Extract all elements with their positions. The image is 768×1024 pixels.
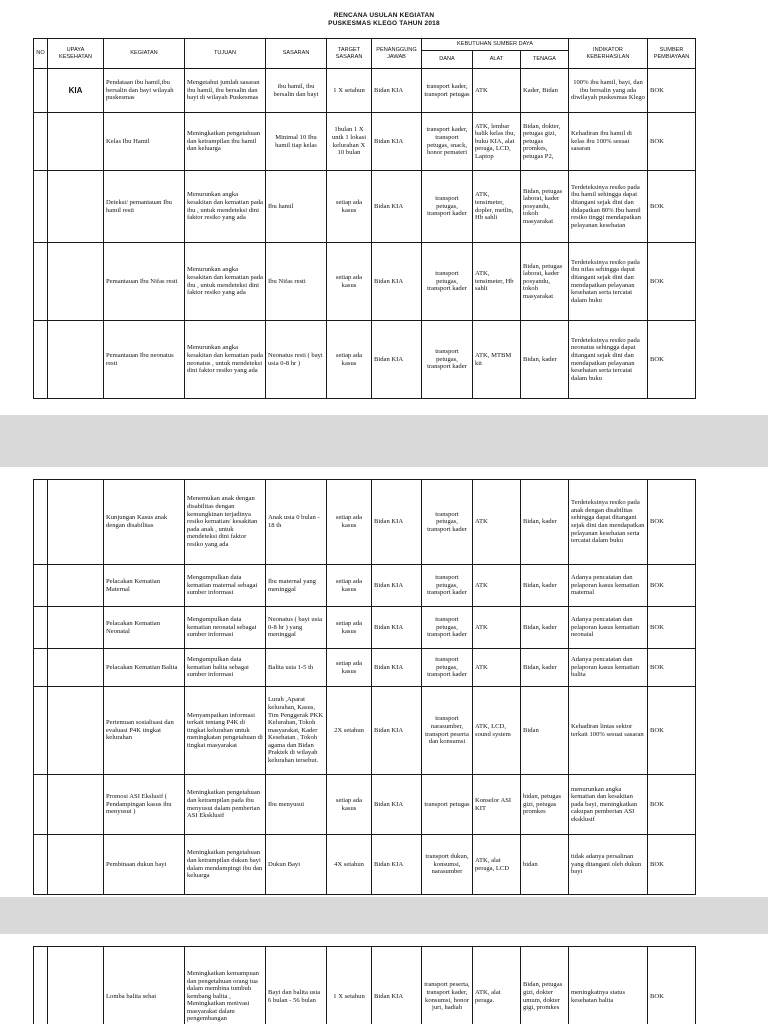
table-row: [34, 649, 696, 687]
target-cell: setiap ada kasus: [327, 565, 372, 607]
sasaran-cell: Ibu Nifas resti: [266, 243, 327, 321]
tenaga-cell: Bidan, kader: [521, 607, 569, 649]
no-cell: [34, 687, 48, 775]
pj-cell: Bidan KIA: [372, 607, 422, 649]
no-cell: [34, 171, 48, 243]
alat-cell: ATK, tensimeter, dopler, metlin, Hb sahli: [473, 171, 521, 243]
target-cell: 2X setahun: [327, 687, 372, 775]
dana-cell: transport petugas, transport kader: [422, 480, 473, 565]
upaya-cell: [48, 947, 104, 1024]
plan-table-page-3: [33, 946, 696, 1024]
sasaran-cell: ibu hamil, ibu bersalin dan bayi: [266, 69, 327, 113]
tujuan-cell: Meningkatkan kemampuan dan pengetahuan orang tua dalam membina tumbuh kembang balita , Meningkatkan motivasi masyarakat dalam pengembangan: [185, 947, 266, 1024]
kegiatan-cell: Pertemuan sosialisasi dan evaluasi P4K tingkat kelurahan: [104, 687, 185, 775]
alat-cell: ATK: [473, 607, 521, 649]
dana-cell: transport petugas, transport kader: [422, 243, 473, 321]
indikator-cell: Kehadiran lintas sektor terkait 100% sesuai sasaran: [569, 687, 648, 775]
page-3: [0, 934, 768, 1024]
title-line-1: RENCANA USULAN KEGIATAN: [333, 12, 435, 19]
alat-cell: ATK, tensimeter, Hb sahli: [473, 243, 521, 321]
header-sumber: SUMBER PEMBIAYAAN: [648, 39, 696, 69]
sumber-cell: BOK: [648, 113, 696, 171]
no-cell: [34, 775, 48, 835]
no-cell: [34, 649, 48, 687]
tujuan-cell: Menurunkan angka kesakitan dan kematian pada ibu , untuk mendeteksi dini faktor resiko yang ada: [185, 171, 266, 243]
alat-cell: ATK, alat peraga, LCD: [473, 835, 521, 895]
header-tenaga: TENAGA: [521, 51, 569, 69]
kegiatan-cell: Pelacakan Kematian Neonatal: [104, 607, 185, 649]
dana-cell: transport petugas, transport kader: [422, 171, 473, 243]
kegiatan-cell: Kunjungan Kasus anak dengan disabilitas: [104, 480, 185, 565]
tujuan-cell: Meningkatkan pengetahuan dan ketrampilan ibu hamil dan keluarga: [185, 113, 266, 171]
table-row: [34, 480, 696, 565]
sumber-cell: BOK: [648, 565, 696, 607]
kegiatan-cell: Pelacakan Kematian Balita: [104, 649, 185, 687]
pj-cell: Bidan KIA: [372, 775, 422, 835]
tenaga-cell: Bidan: [521, 687, 569, 775]
header-sasaran: SASARAN: [266, 39, 327, 69]
indikator-cell: Kehadiran ibu hamil di kelas ibu 100% sesuai sasaran: [569, 113, 648, 171]
pj-cell: Bidan KIA: [372, 565, 422, 607]
no-cell: [34, 480, 48, 565]
no-cell: [34, 835, 48, 895]
target-cell: setiap ada kasus: [327, 775, 372, 835]
pj-cell: Bidan KIA: [372, 835, 422, 895]
alat-cell: ATK: [473, 649, 521, 687]
indikator-cell: tidak adanya persalinan yang ditangani oleh dukun bayi: [569, 835, 648, 895]
header-target: TARGET SASARAN: [327, 39, 372, 69]
kegiatan-cell: Lomba balita sehat: [104, 947, 185, 1024]
indikator-cell: Adanya pencatatan dan pelaporan kasus kematian balita: [569, 649, 648, 687]
indikator-cell: Terdeteksinya resiko pada ibu nifas sehingga dapat ditangani sejak dini dan mendapatkan pelayanan kesehatan serta tercatat dalam buku: [569, 243, 648, 321]
target-cell: 1 X setahun: [327, 69, 372, 113]
dana-cell: transport petugas, transport kader: [422, 607, 473, 649]
table-row: [34, 243, 696, 321]
kegiatan-cell: Pembinaan dukun bayi: [104, 835, 185, 895]
pj-cell: Bidan KIA: [372, 171, 422, 243]
upaya-cell: [48, 321, 104, 399]
sumber-cell: BOK: [648, 480, 696, 565]
indikator-cell: meningkatnya status kesehatan balita: [569, 947, 648, 1024]
tenaga-cell: bidan: [521, 835, 569, 895]
alat-cell: Konselor ASI KIT: [473, 775, 521, 835]
tenaga-cell: Bidan, petugas gizi, dokter umum, dokter gigi, promkes: [521, 947, 569, 1024]
header-kegiatan: KEGIATAN: [104, 39, 185, 69]
no-cell: [34, 565, 48, 607]
no-cell: [34, 607, 48, 649]
tenaga-cell: Bidan, petugas laborat, kader posyandu, tokoh masyarakat: [521, 243, 569, 321]
sumber-cell: BOK: [648, 69, 696, 113]
indikator-cell: menurunkan angka kematian dan kesakitan pada bayi, meningkatkan cakupan pemberian ASI eksklusif: [569, 775, 648, 835]
alat-cell: ATK, LCD, sound system: [473, 687, 521, 775]
pj-cell: Bidan KIA: [372, 321, 422, 399]
pj-cell: Bidan KIA: [372, 947, 422, 1024]
target-cell: 1bulan 1 X untk 1 lokasi kelurahan X 10 bulan: [327, 113, 372, 171]
tujuan-cell: Menemukan anak dengan disabilitas dengan kemungkinan terjadinya resiko kematian/ kesakitan pada anak , untuk mendeteksi dini faktor resiko yang ada: [185, 480, 266, 565]
page-1: [0, 0, 768, 415]
indikator-cell: Terdeteksinya resiko pada neonatus sehingga dapat ditangani sejak dini dan mendapatkan pelayanan kesehatan serta tercatat dalam buku: [569, 321, 648, 399]
sumber-cell: BOK: [648, 321, 696, 399]
header-indikator: INDIKATOR KEBERHASILAN: [569, 39, 648, 69]
dana-cell: transport petugas: [422, 775, 473, 835]
upaya-cell: [48, 775, 104, 835]
sasaran-cell: Ibu maternal yang meninggal: [266, 565, 327, 607]
upaya-cell: [48, 649, 104, 687]
kegiatan-cell: Pendataan ibu hamil,ibu bersalin dan bayi wilayah puskesmas: [104, 69, 185, 113]
tenaga-cell: Bidan, petugas laborat, kader posyandu, tokoh masyarakat: [521, 171, 569, 243]
sasaran-cell: Bayi dan balita usia 6 bulan - 56 bulan: [266, 947, 327, 1024]
target-cell: 1 X setahun: [327, 947, 372, 1024]
kegiatan-cell: Kelas Ibu Hamil: [104, 113, 185, 171]
header-upaya: UPAYA KESEHATAN: [48, 39, 104, 69]
plan-table-page-2: [33, 479, 696, 895]
sasaran-cell: Dukun Bayi: [266, 835, 327, 895]
dana-cell: transport kader, transport petugas: [422, 69, 473, 113]
dana-cell: transport narasumber, transport peserta dan konsumsi: [422, 687, 473, 775]
kegiatan-cell: Pelacakan Kematian Maternal: [104, 565, 185, 607]
sumber-cell: BOK: [648, 775, 696, 835]
page-2: [0, 467, 768, 897]
sasaran-cell: Neonatus resti ( bayi usia 0-8 hr ): [266, 321, 327, 399]
document-title: [0, 12, 768, 28]
indikator-cell: 100% ibu hamil, bayi, dan ibu bersalin yang ada diwilayah puskesmas Klego: [569, 69, 648, 113]
target-cell: setiap ada kasus: [327, 171, 372, 243]
tenaga-cell: Bidan, kader: [521, 565, 569, 607]
header-tujuan: TUJUAN: [185, 39, 266, 69]
upaya-cell: [48, 607, 104, 649]
tujuan-cell: Mengumpulkan data kematian balita sebagai sumber informasi: [185, 649, 266, 687]
pj-cell: Bidan KIA: [372, 649, 422, 687]
alat-cell: ATK, lembar balik kelas ibu, buku KIA, alat peraga, LCD, Laptop: [473, 113, 521, 171]
tenaga-cell: Kader, Bidan: [521, 69, 569, 113]
indikator-cell: Terdeteksinya resiko pada ibu hamil sehingga dapat ditangani sejak dini dan didapatkan 80% Ibu hamil resiko tinggi mendapatkan pelayanan kesehatan: [569, 171, 648, 243]
tenaga-cell: Bidan, dokter, petugas gizi, petugas promkes, petugas P2,: [521, 113, 569, 171]
dana-cell: transport petugas, transport kader: [422, 321, 473, 399]
target-cell: 4X setahun: [327, 835, 372, 895]
no-cell: [34, 243, 48, 321]
table-row: [34, 607, 696, 649]
alat-cell: ATK: [473, 565, 521, 607]
sasaran-cell: Anak usia 0 bulan - 18 th: [266, 480, 327, 565]
dana-cell: transport petugas, transport kader: [422, 649, 473, 687]
target-cell: setiap ada kasus: [327, 607, 372, 649]
pj-cell: Bidan KIA: [372, 113, 422, 171]
sumber-cell: BOK: [648, 649, 696, 687]
table-row: [34, 69, 696, 113]
tujuan-cell: Menyampaikan informasi terkait tentang P4K di tingkat kelurahan untuk meningkatan pengetahuan di tingkat masyarakat: [185, 687, 266, 775]
sasaran-cell: Neonatus ( bayi usia 0-8 hr ) yang meninggal: [266, 607, 327, 649]
sasaran-cell: Minimal 10 Ibu hamil tiap kelas: [266, 113, 327, 171]
sasaran-cell: Ibu hamil: [266, 171, 327, 243]
pj-cell: Bidan KIA: [372, 480, 422, 565]
title-line-2: PUSKESMAS KLEGO TAHUN 2018: [328, 20, 440, 27]
kegiatan-cell: Pemantauan Ibu Nifas resti: [104, 243, 185, 321]
target-cell: setiap ada kasus: [327, 243, 372, 321]
upaya-cell: [48, 480, 104, 565]
sasaran-cell: Balita usia 1-5 th: [266, 649, 327, 687]
tenaga-cell: bidan, petugas gizi, petugas promkes: [521, 775, 569, 835]
tenaga-cell: Bidan, kader: [521, 480, 569, 565]
target-cell: setiap ada kasus: [327, 321, 372, 399]
sumber-cell: BOK: [648, 947, 696, 1024]
header-penanggung-jawab: PENANGGUNG JAWAB: [372, 39, 422, 69]
sumber-cell: BOK: [648, 607, 696, 649]
sasaran-cell: Lurah ,Aparat kelurahan, Kasus, Tim Penggerak PKK Kelurahan, Tokoh masyarakat, Kader Kesehatan , Tokoh agama dan Bidan Praktek di wilayah kelurahan tersebut.: [266, 687, 327, 775]
table-row: [34, 835, 696, 895]
tujuan-cell: Menurunkan angka kesakitan dan kematian pada ibu , untuk mendeteksi dini faktor resiko yang ada: [185, 243, 266, 321]
no-cell: [34, 113, 48, 171]
alat-cell: ATK, alat peraga.: [473, 947, 521, 1024]
kegiatan-cell: Promosi ASI Ekslusif ( Pendampingan kasus ibu menyusui ): [104, 775, 185, 835]
tenaga-cell: Bidan, kader: [521, 321, 569, 399]
upaya-cell: [48, 565, 104, 607]
sumber-cell: BOK: [648, 171, 696, 243]
indikator-cell: Terdeteksinya resiko pada anak dengan disabilitas sehingga dapat ditangani sejak dini dan mendapatkan pelayanan kesehatan serta tercatat dalam buku: [569, 480, 648, 565]
alat-cell: ATK, MTBM kit: [473, 321, 521, 399]
tujuan-cell: Meningkatkan pengetahuan dan ketrampilan dukun bayi dalam mendampingi ibu dan keluarga: [185, 835, 266, 895]
tenaga-cell: Bidan, kader: [521, 649, 569, 687]
alat-cell: ATK: [473, 69, 521, 113]
target-cell: setiap ada kasus: [327, 649, 372, 687]
indikator-cell: Adanya pencatatan dan pelaporan kasus kematian maternal: [569, 565, 648, 607]
upaya-cell: KIA: [48, 69, 104, 113]
table-row: [34, 113, 696, 171]
pj-cell: Bidan KIA: [372, 687, 422, 775]
table-row: [34, 171, 696, 243]
indikator-cell: Adanya pencatatan dan pelaporan kasus kematian neonatal: [569, 607, 648, 649]
header-alat: ALAT: [473, 51, 521, 69]
table-row: [34, 687, 696, 775]
sasaran-cell: Ibu menyusui: [266, 775, 327, 835]
upaya-cell: [48, 171, 104, 243]
kegiatan-cell: Deteksi/ pemantauan Ibu hamil resti: [104, 171, 185, 243]
table-row: [34, 947, 696, 1024]
upaya-cell: [48, 243, 104, 321]
table-row: [34, 565, 696, 607]
tujuan-cell: Menurunkan angka kesakitan dan kematian pada neonatus , untuk mendeteksi dini faktor resiko yang ada: [185, 321, 266, 399]
pj-cell: Bidan KIA: [372, 243, 422, 321]
header-kebutuhan: KEBUTUHAN SUMBER DAYA: [422, 39, 569, 51]
dana-cell: transport dukun, konsumsi, narasumber: [422, 835, 473, 895]
target-cell: setiap ada kasus: [327, 480, 372, 565]
no-cell: [34, 947, 48, 1024]
tujuan-cell: Meningkatkan pengetahuan dan ketrampilan pada ibu menyusui dalam pemberian ASI Eksklusif: [185, 775, 266, 835]
table-row: [34, 775, 696, 835]
table-row: [34, 321, 696, 399]
header-dana: DANA: [422, 51, 473, 69]
no-cell: [34, 321, 48, 399]
plan-table-page-1: [33, 38, 696, 399]
tujuan-cell: Mengumpulkan data kematian neonatal sebagai sumber informasi: [185, 607, 266, 649]
no-cell: [34, 69, 48, 113]
upaya-cell: [48, 835, 104, 895]
dana-cell: transport kader, transport petugas, snack, honor pemateri: [422, 113, 473, 171]
sumber-cell: BOK: [648, 835, 696, 895]
sumber-cell: BOK: [648, 687, 696, 775]
header-no: NO: [34, 39, 48, 69]
tujuan-cell: Mengumpulkan data kematian maternal sebagai sumber informasi: [185, 565, 266, 607]
upaya-cell: [48, 687, 104, 775]
alat-cell: ATK: [473, 480, 521, 565]
upaya-cell: [48, 113, 104, 171]
dana-cell: transport petugas, transport kader: [422, 565, 473, 607]
dana-cell: transport peserta, transport kader, konsumsi, honor juri, hadiah: [422, 947, 473, 1024]
kegiatan-cell: Pemantauan Ibu neonatus resti: [104, 321, 185, 399]
pj-cell: Bidan KIA: [372, 69, 422, 113]
sumber-cell: BOK: [648, 243, 696, 321]
tujuan-cell: Mengetahui jumlah sasaran ibu hamil, ibu bersalin dan bayi di wilayah Puskesmas: [185, 69, 266, 113]
